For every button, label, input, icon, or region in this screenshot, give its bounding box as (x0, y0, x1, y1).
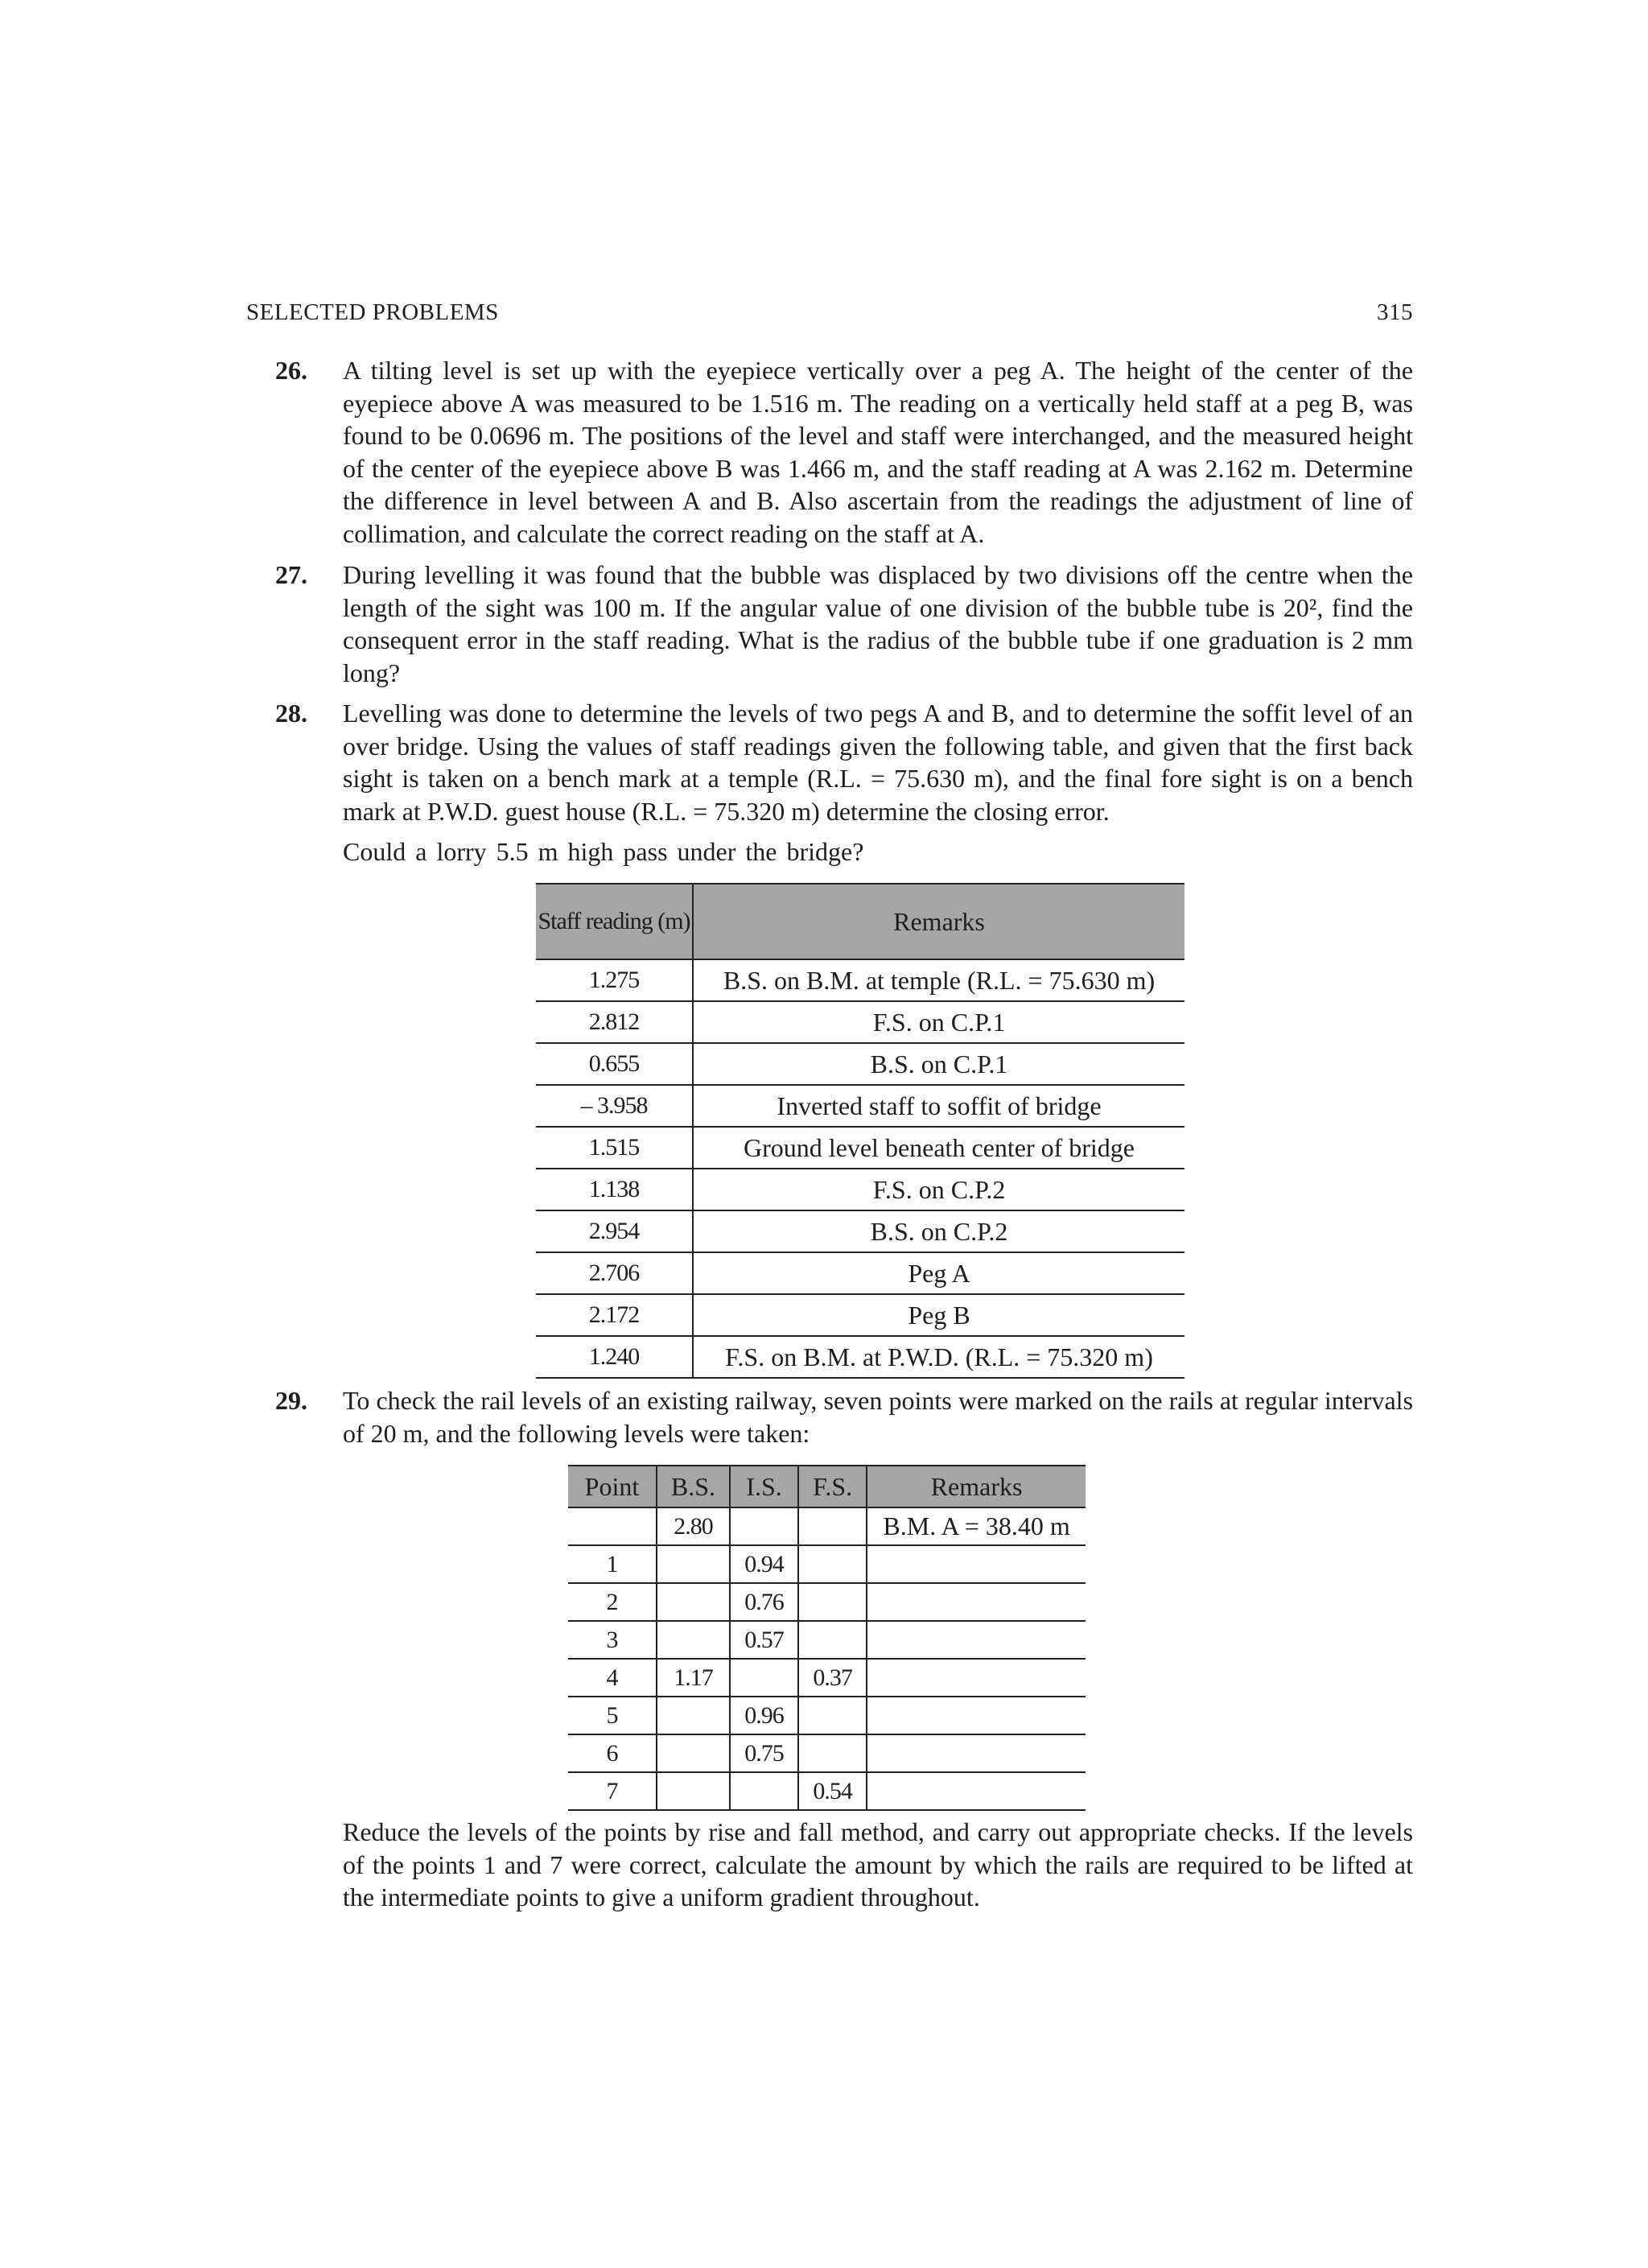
is-cell: 0.57 (730, 1621, 798, 1659)
staff-reading-cell: 2.706 (536, 1252, 693, 1294)
point-cell: 4 (568, 1659, 657, 1697)
page-number: 315 (1377, 299, 1413, 325)
column-header-fs: F.S. (798, 1466, 867, 1507)
is-cell (730, 1772, 798, 1810)
remarks-cell: F.S. on C.P.1 (693, 1001, 1184, 1043)
staff-reading-cell: 1.240 (536, 1336, 693, 1378)
staff-reading-cell: 2.954 (536, 1210, 693, 1252)
problem-text: During levelling it was found that the bubble was displaced by two divisions off the centre when the length of the sight was 100 m. If the angular value of one division of the bubble tube is 20², find the consequent error in the staff reading. What is the radius of the bubble tube if one graduation is 2 mm long? (343, 560, 1413, 687)
table-row (568, 1507, 1086, 1545)
fs-cell (798, 1734, 867, 1772)
point-cell: 7 (568, 1772, 657, 1810)
problem-text: A tilting level is set up with the eyepiece vertically over a peg A. The height of the center of the eyepiece above A was measured to be 1.516 m. The reading on a vertically held staff at a peg B, was found to be 0.0696 m. The positions of the level and staff were interchanged, and the measured height of the center of the eyepiece above B was 1.466 m, and the staff reading at A was 2.162 m. Determine the difference in level between A and B. Also ascertain from the readings the adjustment of line of collimation, and calculate the correct reading on the staff at A. (343, 356, 1413, 548)
problem-29 (275, 1384, 1413, 1449)
running-head (246, 299, 1413, 332)
table-row (536, 1336, 1184, 1378)
column-header-is: I.S. (730, 1466, 798, 1507)
point-cell: 2 (568, 1583, 657, 1621)
problem-number: 29. (275, 1386, 307, 1415)
remarks-cell: B.S. on C.P.1 (693, 1043, 1184, 1085)
is-cell (730, 1659, 798, 1697)
fs-cell (798, 1507, 867, 1545)
table-row (568, 1621, 1086, 1659)
problem-29-instructions: Reduce the levels of the points by rise and fall method, and carry out appropriate checks. If the levels of the points 1 and 7 were correct, calculate the amount by which the rails are required to be lifted at the intermediate points to give a uniform gradient throughout. (343, 1817, 1413, 1911)
column-header-remarks: Remarks (867, 1466, 1086, 1507)
fs-cell (798, 1621, 867, 1659)
problem-28 (275, 697, 1413, 827)
table-row (536, 1043, 1184, 1085)
remarks-cell: B.S. on C.P.2 (693, 1210, 1184, 1252)
remarks-cell (867, 1734, 1086, 1772)
problem-28-question: Could a lorry 5.5 m high pass under the bridge? (343, 837, 864, 866)
bs-cell: 2.80 (657, 1507, 730, 1545)
is-cell: 0.75 (730, 1734, 798, 1772)
problem-27 (275, 559, 1413, 689)
column-header-remarks: Remarks (693, 884, 1184, 959)
bs-cell (657, 1621, 730, 1659)
remarks-cell: B.M. A = 38.40 m (867, 1507, 1086, 1545)
problem-text: Levelling was done to determine the levels of two pegs A and B, and to determine the soffit level of an over bridge. Using the values of staff readings given the following table, and given that the first back sight is taken on a bench mark at a temple (R.L. = 75.630 m), and the final fore sight is on a bench mark at P.W.D. guest house (R.L. = 75.320 m) determine the closing error. (343, 699, 1413, 826)
remarks-cell: F.S. on C.P.2 (693, 1169, 1184, 1210)
staff-reading-cell: 0.655 (536, 1043, 693, 1085)
remarks-cell: Inverted staff to soffit of bridge (693, 1085, 1184, 1127)
table-row (568, 1772, 1086, 1810)
remarks-cell (867, 1583, 1086, 1621)
staff-reading-cell: 1.275 (536, 959, 693, 1001)
table-row (536, 959, 1184, 1001)
column-header-point: Point (568, 1466, 657, 1507)
bs-cell (657, 1583, 730, 1621)
staff-reading-cell: 1.515 (536, 1127, 693, 1169)
remarks-cell: Peg B (693, 1294, 1184, 1336)
staff-reading-cell: 1.138 (536, 1169, 693, 1210)
bs-cell (657, 1697, 730, 1734)
remarks-cell: F.S. on B.M. at P.W.D. (R.L. = 75.320 m) (693, 1336, 1184, 1378)
column-header-staff-reading: Staff reading (m) (536, 884, 693, 959)
remarks-cell: Peg A (693, 1252, 1184, 1294)
rail-levels-table (568, 1465, 1086, 1811)
problem-number: 26. (275, 356, 307, 385)
table-row (536, 1210, 1184, 1252)
bs-cell (657, 1545, 730, 1583)
is-cell: 0.96 (730, 1697, 798, 1734)
problem-26 (275, 354, 1413, 550)
problem-text: To check the rail levels of an existing railway, seven points were marked on the rails at regular intervals of 20 m, and the following levels were taken: (343, 1386, 1413, 1448)
staff-reading-cell: 2.812 (536, 1001, 693, 1043)
point-cell: 6 (568, 1734, 657, 1772)
bs-cell: 1.17 (657, 1659, 730, 1697)
table-row (568, 1697, 1086, 1734)
table-row (536, 1294, 1184, 1336)
point-cell: 5 (568, 1697, 657, 1734)
point-cell: 1 (568, 1545, 657, 1583)
problem-number: 27. (275, 560, 307, 589)
table-row (536, 1085, 1184, 1127)
remarks-cell (867, 1697, 1086, 1734)
remarks-cell (867, 1659, 1086, 1697)
table-row (536, 1001, 1184, 1043)
table-row (568, 1734, 1086, 1772)
staff-reading-cell: – 3.958 (536, 1085, 693, 1127)
remarks-cell (867, 1621, 1086, 1659)
point-cell (568, 1507, 657, 1545)
table-row (536, 1169, 1184, 1210)
problem-number: 28. (275, 699, 307, 728)
remarks-cell (867, 1772, 1086, 1810)
is-cell: 0.76 (730, 1583, 798, 1621)
is-cell: 0.94 (730, 1545, 798, 1583)
fs-cell (798, 1583, 867, 1621)
staff-readings-table (536, 883, 1184, 1379)
table-row (536, 1127, 1184, 1169)
table-row (536, 1252, 1184, 1294)
bs-cell (657, 1734, 730, 1772)
remarks-cell: B.S. on B.M. at temple (R.L. = 75.630 m) (693, 959, 1184, 1001)
fs-cell: 0.54 (798, 1772, 867, 1810)
fs-cell (798, 1697, 867, 1734)
fs-cell (798, 1545, 867, 1583)
running-head-title: SELECTED PROBLEMS (246, 299, 499, 325)
table-row (568, 1583, 1086, 1621)
remarks-cell: Ground level beneath center of bridge (693, 1127, 1184, 1169)
point-cell: 3 (568, 1621, 657, 1659)
staff-reading-cell: 2.172 (536, 1294, 693, 1336)
fs-cell: 0.37 (798, 1659, 867, 1697)
table-row (568, 1545, 1086, 1583)
table-row (568, 1659, 1086, 1697)
column-header-bs: B.S. (657, 1466, 730, 1507)
is-cell (730, 1507, 798, 1545)
remarks-cell (867, 1545, 1086, 1583)
bs-cell (657, 1772, 730, 1810)
